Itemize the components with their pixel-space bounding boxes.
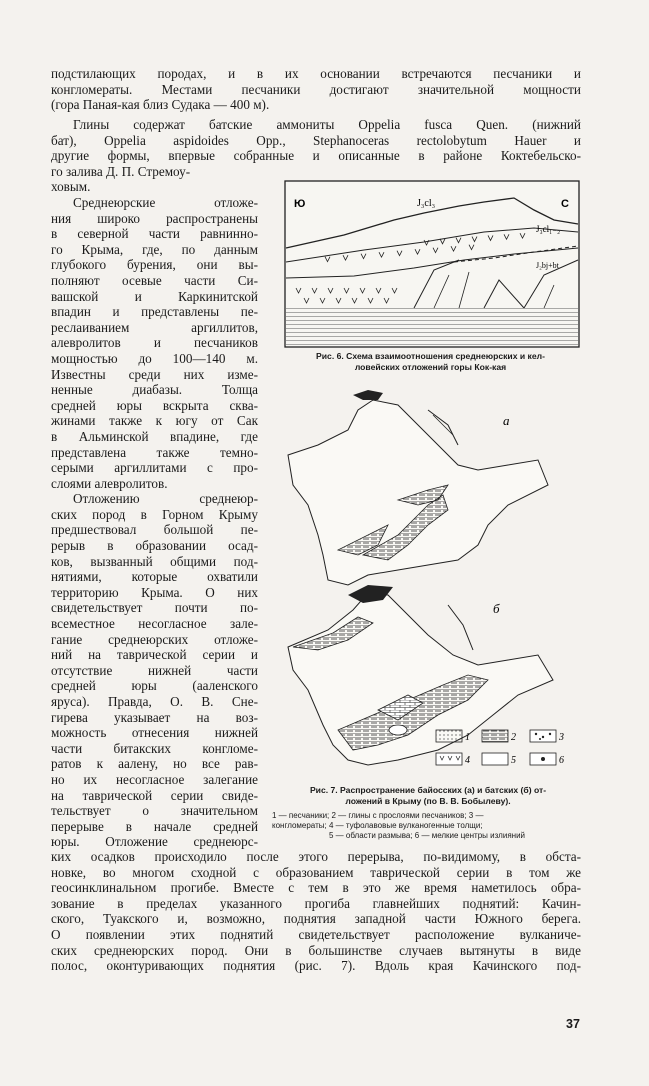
text-line: го Крыма, где, по данным bbox=[51, 241, 258, 257]
text-line: рерыв в образовании осад- bbox=[51, 538, 258, 554]
text-line: средней юры (ааленского bbox=[51, 678, 258, 694]
legend-number: 4 bbox=[465, 755, 470, 766]
caption-line: Рис. 7. Распространение байосских (а) и батских (б) от- bbox=[309, 785, 547, 795]
text-line: юры. Отложение среднеюрс- bbox=[51, 834, 258, 850]
caption-line: Рис. 6. Схема взаимоотношения среднеюрских и кел- bbox=[316, 351, 545, 361]
fig7-label-b: б bbox=[493, 601, 500, 616]
fig6-label-north: С bbox=[561, 198, 569, 210]
text-line: жинами также к югу от Сак bbox=[51, 413, 258, 429]
text-line: ских пород в Горном Крыму bbox=[51, 506, 258, 522]
text-line: перерыве в начале средней bbox=[51, 818, 258, 834]
legend-number: 1 bbox=[465, 732, 470, 743]
text-line: ратов к аалену, но все рав- bbox=[51, 756, 258, 772]
fig6-unit-label: J₂bj+bt bbox=[536, 261, 559, 270]
caption-line: ложений в Крыму (по В. В. Бобылеву). bbox=[345, 795, 511, 806]
text-line: в северной части равнинно- bbox=[51, 226, 258, 242]
fig7-legend bbox=[436, 730, 564, 766]
text-line: полос, оконтуривающих поднятия (рис. 7). Вдоль края Качинского под- bbox=[51, 958, 581, 974]
page-number: 37 bbox=[566, 1017, 580, 1031]
caption-line: ловейских отложений горы Кок-кая bbox=[354, 361, 507, 372]
text-line: ний на таврической серии и bbox=[51, 647, 258, 663]
text-line: свидетельствует почти по- bbox=[51, 600, 258, 616]
text-line: ских среднеюрских пород. Они в большинстве случаев вытянуты в виде bbox=[51, 942, 581, 958]
figure-6-caption bbox=[278, 351, 583, 372]
legend-number: 5 bbox=[511, 755, 516, 766]
text-line: Среднеюрские отложе- bbox=[73, 195, 258, 210]
left-column-text bbox=[51, 195, 258, 850]
text-line: ких осадков происходило после этого перерыва, по-видимому, в обста- bbox=[51, 849, 581, 864]
text-line: предшествовал большой пе- bbox=[51, 522, 258, 538]
fig7-label-a: а bbox=[503, 413, 510, 428]
legend-number: 2 bbox=[511, 732, 516, 743]
top-paragraph bbox=[51, 66, 581, 113]
fig6-unit-label: J₃cl₁₋₂ bbox=[536, 224, 561, 234]
text-line: яруса). Правда, О. В. Сне- bbox=[51, 694, 258, 709]
caption-line: 5 — области размыва; 6 — мелкие центры излияний bbox=[328, 831, 526, 840]
text-line: гирева указывает на воз- bbox=[51, 709, 258, 725]
text-line: О появлении этих поднятий свидетельствует расположение вулканиче- bbox=[51, 926, 581, 942]
text-line: территорию Крыма. О них bbox=[51, 584, 258, 600]
text-line: нятиями, которые охватили bbox=[51, 569, 258, 585]
text-line: ховым. bbox=[51, 179, 91, 195]
figure-7-maps bbox=[278, 385, 580, 780]
text-line: ния широко распространены bbox=[51, 210, 258, 226]
legend-number: 3 bbox=[559, 732, 564, 743]
text-line: можность отнесения нижней bbox=[51, 725, 258, 741]
text-line: го залива Д. П. Стремоу- bbox=[51, 163, 191, 179]
text-line: отсутствие нижней части bbox=[51, 662, 258, 678]
figure-6-cross-section bbox=[284, 180, 580, 348]
bottom-paragraph bbox=[51, 849, 581, 974]
text-line: ненные диабазы. Толща bbox=[51, 382, 258, 398]
text-line: полняют осевые части Си- bbox=[51, 272, 258, 288]
legend-number: 6 bbox=[559, 755, 564, 766]
caption-line: 1 — песчаники; 2 — глины с прослоями песчаников; 3 — bbox=[272, 811, 484, 820]
text-line: тельствует о значительном bbox=[51, 803, 258, 819]
text-line: конгломераты. Местами песчаники достигают значительной мощности bbox=[51, 81, 581, 97]
text-line: ского, Туакского и, возможно, поднятия западной части Южного берега. bbox=[51, 911, 581, 927]
text-line: геосинклинальном прогибе. Вместе с тем в это же время наметилось обра- bbox=[51, 880, 581, 896]
text-line: но их несогласное залегание bbox=[51, 771, 258, 787]
text-line: глубокого бурения, они вы- bbox=[51, 257, 258, 273]
text-line: новке, во многом сходной с образованием таврической серии в том же bbox=[51, 864, 581, 880]
text-line: серыми аргиллитами с про- bbox=[51, 460, 258, 476]
text-line: гание среднеюрских отложе- bbox=[51, 631, 258, 647]
text-line: ков, вызванный общими под- bbox=[51, 553, 258, 569]
text-line: на таврической серии свиде- bbox=[51, 787, 258, 803]
text-line: подстилающих породах, и в их основании встречаются песчаники и bbox=[51, 66, 581, 81]
text-line: вашской и Каркинитской bbox=[51, 288, 258, 304]
caption-line: конгломераты; 4 — туфолавовые вулканогенные толщи; bbox=[272, 821, 483, 830]
text-line: слоями алевролитов. bbox=[51, 475, 168, 491]
text-line: представлена также темно- bbox=[51, 444, 258, 460]
text-line: другие формы, впервые собранные и описанные в районе Коктебельско- bbox=[51, 148, 581, 164]
text-line: реслаиванием аргиллитов, bbox=[51, 319, 258, 335]
fig6-unit-label: J₃cl₃ bbox=[417, 198, 436, 209]
figure-7-caption bbox=[272, 785, 584, 806]
text-line: части битакских конгломе- bbox=[51, 740, 258, 756]
text-line: средней юры вскрыта сква- bbox=[51, 397, 258, 413]
text-line: Известны среди них изме- bbox=[51, 366, 258, 382]
text-line: Глины содержат батские аммониты Oppelia fusca Quen. (нижний bbox=[73, 117, 581, 132]
text-line: бат), Oppelia aspidoides Opp., Stephanoceras rectolobytum Hauer и bbox=[51, 132, 581, 148]
text-line: в Альминской впадине, где bbox=[51, 428, 258, 444]
text-line: (гора Паная-кая близ Судака — 400 м). bbox=[51, 97, 270, 113]
text-line: всеместное несогласное зале- bbox=[51, 616, 258, 632]
fig6-label-south: Ю bbox=[294, 198, 306, 210]
text-line: Отложению среднеюр- bbox=[73, 491, 258, 507]
figure-7-legend-text bbox=[272, 811, 582, 841]
text-line: впадин и представлены пе- bbox=[51, 304, 258, 320]
text-line: зование в пределах указанного прогиба главнейших поднятий: Качин- bbox=[51, 895, 581, 911]
text-line: алевролитов и песчаников bbox=[51, 335, 258, 351]
text-line: мощностью до 100—140 м. bbox=[51, 350, 258, 366]
